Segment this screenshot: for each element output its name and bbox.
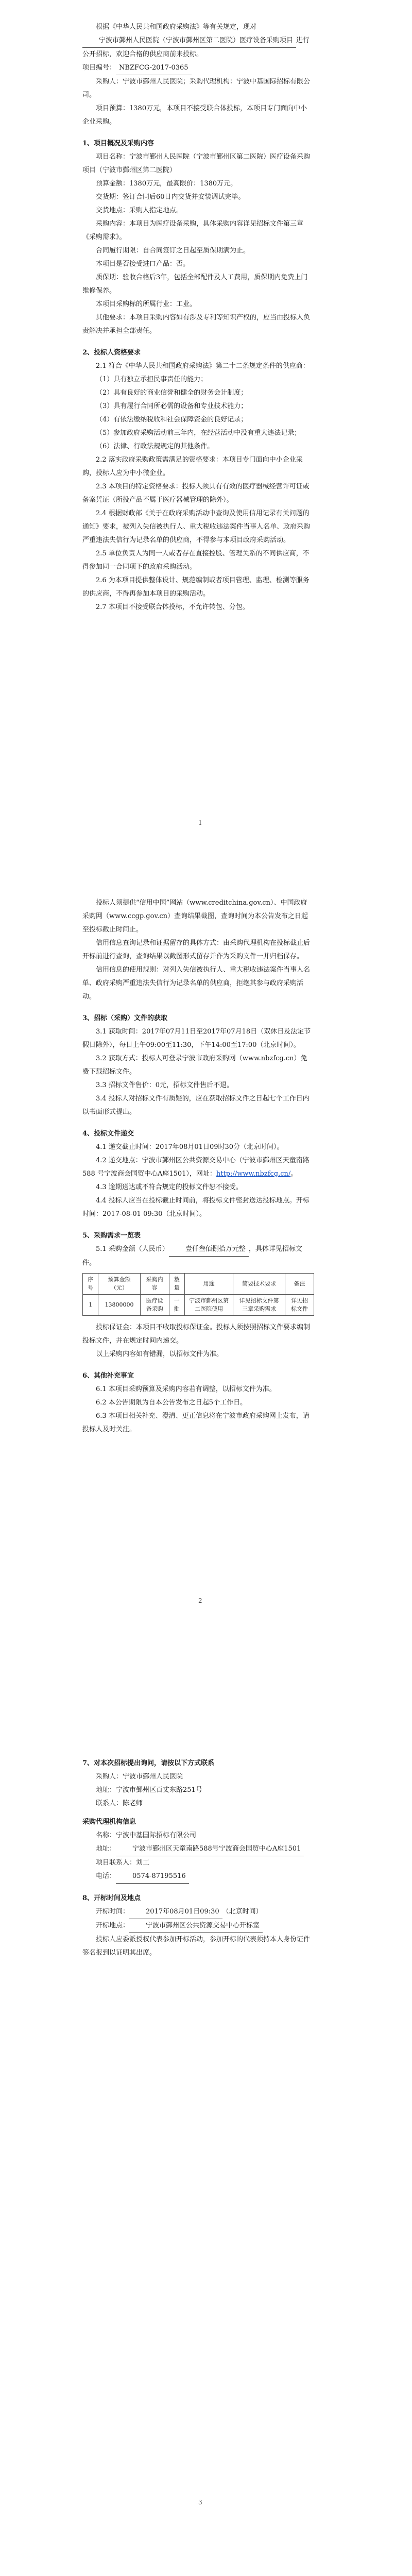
project-number-label: 项目编号： <box>82 64 116 72</box>
document-page-1 <box>0 0 412 835</box>
section-4-item: 4.4 投标人应当在投标截止时间前，将投标文件密封送达投标地点。开标时间：2017-08-01 09:30（北京时间）。 <box>82 1197 310 1218</box>
page-number: 2 <box>198 1597 202 1604</box>
document-page-2 <box>0 891 412 1613</box>
section-3-title: 3、招标（采购）文件的获取 <box>82 1014 168 1022</box>
lead-text: 5.1 采购金额（人民币） <box>96 1245 169 1253</box>
table-header: 数量 <box>169 1274 184 1295</box>
agent-line: 名称：宁波中基国际招标有限公司 <box>96 1832 197 1839</box>
opening-place-label: 开标地点： <box>96 1922 130 1929</box>
requirement-item: 2.4 根据财政部《关于在政府采购活动中查询及使用信用记录有关问题的通知》要求，被列入失信被执行人、重大税收违法案件当事人名单、政府采购严重违法失信行为记录名单的供应商，不得参与本项目政府采购活动。 <box>82 510 311 544</box>
agent-address-label: 地址： <box>96 1845 116 1853</box>
requirement-item: （2）具有良好的商业信誉和健全的财务会计制度； <box>96 389 248 397</box>
opening-place: 宁波市鄞州区公共资源交易中心开标室 <box>129 1919 263 1933</box>
section-4-address-line <box>82 1154 312 1181</box>
section-1-item: 项目名称：宁波市鄞州人民医院（宁波市鄞州区第二医院）医疗设备采购项目（宁波市鄞州区第二医院） <box>82 153 311 174</box>
requirement-item: 2.5 单位负责人为同一人或者存在直接控股、管理关系的不同供应商，不得参加同一合同项下的政府采购活动。 <box>82 550 310 571</box>
section-3-item: 3.1 获取时间：2017年07月11日至2017年07月18日（双休日及法定节假日除外），每日上午09:00至11:30，下午14:00至17:00（北京时间）。 <box>82 1028 311 1049</box>
agent-address: 宁波市鄞州区天童南路588号宁波商会国贸中心A座1501 <box>116 1842 304 1856</box>
section-3-item: 3.4 投标人对招标文件有质疑的，应在获取招标文件之日起七个工作日内以书面形式提出。 <box>82 1095 310 1116</box>
credit-paragraph: 信用信息查询记录和证据留存的具体方式：由采购代理机构在投标截止后开标前进行查询，查询结果以截图形式留存并作为采购文件一并归档保存。 <box>82 939 311 960</box>
requirement-item: （5）参加政府采购活动前三年内，在经营活动中没有重大违法记录； <box>96 429 301 437</box>
agent-address-line <box>82 1842 312 1856</box>
intro-paragraph <box>82 21 312 61</box>
section-6-item: 6.2 本公告期限为自本公告发布之日起5个工作日。 <box>96 1399 247 1406</box>
address-text: 4.2 递交地点：宁波市鄞州区公共资源交易中心（宁波市鄞州区天童南路 588 号宁波商会国贸中心A座1501），网址： <box>82 1157 310 1178</box>
table-cell: 宁波市鄞州区第二医院使用 <box>184 1295 233 1316</box>
section-6-item: 6.1 本项目采购预算及采购内容若有调整，以招标文件为准。 <box>96 1385 276 1393</box>
section-4-item: 4.3 逾期送达或不符合规定的投标文件恕不接受。 <box>96 1183 243 1191</box>
amount-in-words: 壹仟叁佰捌拾万元整 <box>169 1243 249 1257</box>
requirement-item: （6）法律、行政法规规定的其他条件。 <box>96 443 214 450</box>
section-1-item: 本项目是否接受进口产品：否。 <box>96 260 190 268</box>
section-1-item: 采购内容：本项目为医疗设备采购，具体采购内容详见招标文件第三章《采购需求》。 <box>82 220 304 241</box>
table-header: 用途 <box>184 1274 233 1295</box>
requirement-item: （1）具有独立承担民事责任的能力； <box>96 376 208 383</box>
table-cell: 1 <box>83 1295 98 1316</box>
credit-paragraph: 信用信息的使用规则：对列入失信被执行人、重大税收违法案件当事人名单、政府采购严重违法失信行为记录名单的供应商，拒绝其参与政府采购活动。 <box>82 966 311 1001</box>
opening-place-line <box>82 1919 312 1933</box>
section-1-item: 交货地点：采购人指定地点。 <box>96 207 183 214</box>
section-3-item: 3.3 招标文件售价：0元，招标文件售后不退。 <box>96 1081 234 1089</box>
opening-time-line <box>82 1905 312 1919</box>
table-header: 序号 <box>83 1274 98 1295</box>
document-page-3 <box>0 1747 412 2514</box>
requirement-item: 2.2 落实政府采购政策需满足的资格要求：本项目专门面向中小企业采购，投标人应为中小微企业。 <box>82 456 303 477</box>
agent-phone-label: 电话： <box>96 1872 116 1880</box>
table-header: 预算金额（元） <box>98 1274 140 1295</box>
intro-budget-line: 项目预算：1380万元，本项目不接受联合体投标，本项目专门面向中小企业采购。 <box>82 105 307 126</box>
contact-line: 联系人：陈老师 <box>96 1800 143 1807</box>
project-number: NBZFCG-2017-0365 <box>116 61 192 75</box>
agent-info-title: 采购代理机构信息 <box>82 1818 136 1826</box>
page-number: 3 <box>198 2499 202 2506</box>
table-header-row <box>83 1274 314 1295</box>
section-1-title: 1、项目概况及采购内容 <box>82 140 154 147</box>
project-number-line <box>82 61 312 75</box>
section-4-item: 4.1 递交截止时间：2017年08月01日09时30分（北京时间）。 <box>96 1143 284 1151</box>
section-7-title: 7、对本次招标提出询问，请按以下方式联系 <box>82 1759 215 1767</box>
table-header: 简要技术要求 <box>233 1274 285 1295</box>
opening-time-label: 开标时间： <box>96 1908 130 1916</box>
address-text-end: 。 <box>290 1170 298 1178</box>
requirement-item: 2.7 本项目不接受联合体投标，不允许转包、分包。 <box>96 603 249 611</box>
table-cell: 详见招标文件第三章采购需求 <box>233 1295 285 1316</box>
section-1-item: 预算金额：1380万元，最高限价：1380万元。 <box>96 180 237 188</box>
contact-line: 采购人：宁波市鄞州人民医院 <box>96 1773 183 1781</box>
contact-line: 地址：宁波市鄞州区百丈东路251号 <box>96 1786 202 1794</box>
page-number: 1 <box>198 819 202 826</box>
section-1-item: 交货期：签订合同后60日内交货并安装调试完毕。 <box>96 193 245 201</box>
requirement-item: （4）有依法缴纳税收和社会保障资金的良好记录； <box>96 416 248 423</box>
requirement-item: （3）具有履行合同所必需的设备和专业技术能力； <box>96 402 248 410</box>
agent-phone-line <box>82 1870 312 1884</box>
section-8-title: 8、开标时间及地点 <box>82 1894 141 1902</box>
section-6-title: 6、其他补充事宜 <box>82 1372 134 1380</box>
section-5-note: 以上采购内容如有错漏，以招标文件为准。 <box>96 1350 224 1358</box>
agent-line: 项目联系人：刘工 <box>96 1859 150 1867</box>
section-5-note: 投标保证金：本项目不收取投标保证金。投标人须按照招标文件要求编制投标文件，并在规定时间内递交。 <box>82 1324 311 1345</box>
table-cell: 一批 <box>169 1295 184 1316</box>
credit-paragraph: 投标人须提供“信用中国”网站（www.creditchina.gov.cn）、中国政府采购网（www.ccgp.gov.cn）查询结果截图，查询时间为本公告发布之日起至投标截止时间止。 <box>82 899 308 934</box>
intro-text: 根据《中华人民共和国政府采购法》等有关规定，现对 <box>96 23 257 31</box>
website-link[interactable]: http://www.nbzfcg.cn/ <box>216 1170 291 1178</box>
table-cell: 13800000 <box>98 1295 140 1316</box>
table-header: 采购内容 <box>140 1274 169 1295</box>
table-row <box>83 1295 314 1316</box>
requirement-item: 2.3 本项目的特定资格要求：投标人须具有有效的医疗器械经营许可证或备案凭证（所投产品不属于医疗器械管理的除外）。 <box>82 483 310 504</box>
section-1-item: 合同履行期限：自合同签订之日起至质保期满为止。 <box>96 247 250 255</box>
section-1-item: 质保期：验收合格后3年，包括全部配件及人工费用，质保期内免费上门维修保养。 <box>82 274 308 295</box>
requirement-item: 2.1 符合《中华人民共和国政府采购法》第二十二条规定条件的供应商： <box>96 362 310 370</box>
intro-text-2: 进行公开招标，欢迎合格的供应商前来投标。 <box>82 37 310 58</box>
section-1-item: 本项目采购标的所属行业：工业。 <box>96 300 197 308</box>
intro-purchaser-line: 采购人：宁波市鄞州人民医院；采购代理机构：宁波中基国际招标有限公司。 <box>82 78 311 99</box>
opening-note: 投标人应委派授权代表参加开标活动，参加开标的代表须持本人身份证件签名报到以证明其出席。 <box>82 1936 311 1957</box>
section-3-item: 3.2 获取方式：投标人可登录宁波市政府采购网（www.nbzfcg.cn）免费下载招标文件。 <box>82 1055 307 1076</box>
requirement-item: 2.6 为本项目提供整体设计、规范编制或者项目管理、监理、检测等服务的供应商，不得再参加本项目的采购活动。 <box>82 577 310 598</box>
section-5-lead <box>82 1243 312 1270</box>
opening-time: 2017年08月01日09:30 <box>129 1905 222 1919</box>
section-2-title: 2、投标人资格要求 <box>82 349 141 357</box>
opening-time-note: （北京时间） <box>222 1908 263 1916</box>
project-name: 宁波市鄞州人民医院（宁波市鄞州区第二医院）医疗设备采购项目 <box>82 34 296 48</box>
section-1-item: 其他要求：本项目采购内容如有涉及专利等知识产权的，应当由投标人负责解决并承担全部责任。 <box>82 314 311 335</box>
lead-text-end: ，具体详见招标文件。 <box>82 1245 302 1267</box>
table-header: 备注 <box>285 1274 314 1295</box>
table-cell: 详见招标文件 <box>285 1295 314 1316</box>
procurement-table <box>82 1273 314 1316</box>
table-cell: 医疗设备采购 <box>140 1295 169 1316</box>
section-5-title: 5、采购需求一览表 <box>82 1232 141 1240</box>
agent-phone: 0574-87195516 <box>116 1870 189 1884</box>
section-6-item: 6.3 本项目相关补充、澄清、更正信息将在宁波市政府采购网上发布，请投标人及时关注。 <box>82 1412 310 1433</box>
section-4-title: 4、投标文件递交 <box>82 1130 134 1138</box>
